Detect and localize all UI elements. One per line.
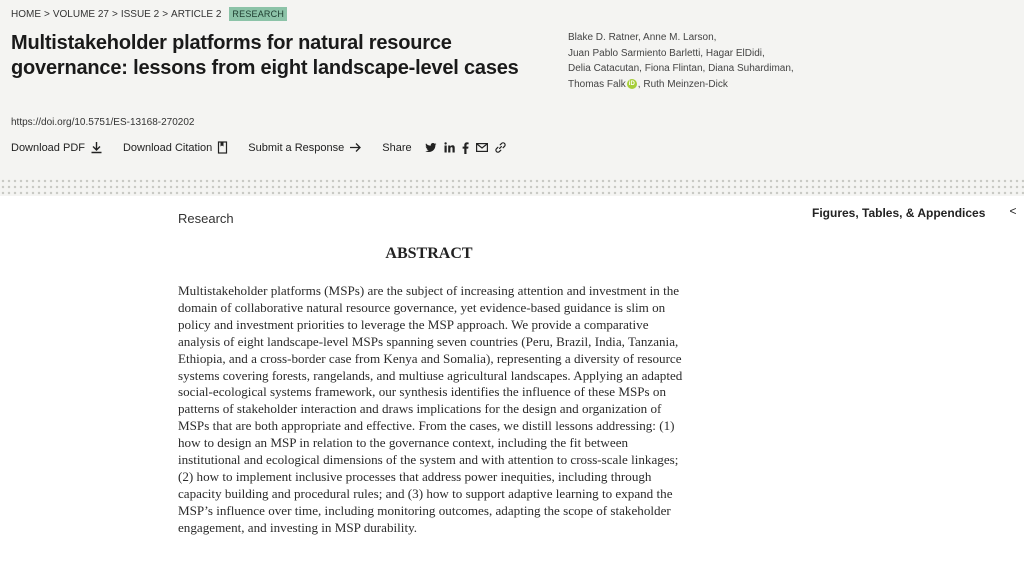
section-label: Research — [178, 211, 234, 226]
breadcrumb — [11, 7, 287, 21]
research-badge: RESEARCH — [229, 7, 287, 21]
author-name[interactable]: Thomas Falk — [568, 78, 626, 90]
author-line[interactable]: Juan Pablo Sarmiento Barletti, Hagar ElDidi, — [568, 47, 765, 59]
download-pdf-button[interactable] — [11, 141, 103, 154]
download-pdf-label: Download PDF — [11, 141, 85, 154]
download-icon — [90, 141, 103, 154]
author-line[interactable]: Delia Catacutan, Fiona Flintan, Diana Suhardiman, — [568, 63, 794, 74]
article-title: Multistakeholder platforms for natural resource governance: lessons from eight landscape-level cases — [11, 32, 519, 79]
download-citation-label: Download Citation — [122, 141, 213, 154]
breadcrumb-separator: > — [44, 8, 50, 20]
linkedin-icon[interactable] — [444, 142, 455, 153]
link-icon[interactable] — [495, 142, 506, 153]
abstract-body: Multistakeholder platforms (MSPs) are the subject of increasing attention and investment in the domain of collaborative natural resource governance, yet evidence-based guidance is slim on policy and investment priorities to leverage the MSP approach. We provide a comparative analysis of eight landscape-level MSPs spanning seven countries (Peru, Brazil, India, Tanzania, Ethiopia, and a cross-border case from Kenya and Somalia), representing a diversity of resource systems covering forests, rangelands, and multiuse agricultural landscapes. Applying an adapted social-ecological systems framework, our synthesis identifies the influence of these MSPs on patterns of stakeholder interaction and draws implications for the design and organization of MSPs that are both appropriate and effective. From the cases, we distill lessons addressing: (1) how to design an MSP in relation to the governance context, including the fit between institutional and ecological dimensions of the system and with attention to cross-scale linkages; (2) how to implement inclusive processes that address power inequities, including through capacity building and procedural rules; and (3) how to support adaptive learning to expand the MSP’s influence over time, including monitoring outcomes, adapting the scope of stakeholder engagement, and investing in MSP durability. — [178, 283, 683, 535]
breadcrumb-issue[interactable]: ISSUE 2 — [120, 8, 160, 20]
breadcrumb-home[interactable]: HOME — [11, 8, 41, 20]
author-list — [568, 30, 868, 92]
facebook-icon[interactable] — [462, 142, 469, 154]
article-actions — [11, 141, 506, 154]
abstract-heading: ABSTRACT — [385, 245, 473, 262]
orcid-icon[interactable]: iD — [628, 81, 635, 88]
breadcrumb-volume[interactable]: VOLUME 27 — [52, 8, 109, 20]
breadcrumb-separator: > — [111, 8, 118, 20]
twitter-icon[interactable] — [425, 143, 437, 153]
author-name[interactable]: , Ruth Meinzen-Dick — [637, 78, 728, 90]
submit-response-label: Submit a Response — [248, 141, 345, 154]
breadcrumb-separator: > — [162, 8, 169, 20]
author-line[interactable]: Blake D. Ratner, Anne M. Larson, — [568, 32, 717, 43]
download-citation-button[interactable] — [123, 141, 228, 154]
dotted-divider — [0, 178, 1024, 196]
doi-link[interactable]: https://doi.org/10.5751/ES-13168-270202 — [11, 117, 195, 128]
share-bar — [382, 142, 505, 154]
author-line[interactable] — [568, 77, 868, 93]
figures-tables-appendices-link[interactable]: Figures, Tables, & Appendices — [812, 206, 986, 220]
arrow-right-icon — [349, 142, 362, 153]
bookmark-icon — [217, 141, 228, 154]
submit-response-button[interactable] — [248, 142, 362, 154]
share-label: Share — [382, 141, 412, 154]
mail-icon[interactable] — [476, 143, 488, 152]
breadcrumb-article: ARTICLE 2 — [171, 8, 222, 20]
sidebar-toggle-chevron-left-icon[interactable]: < — [1009, 204, 1017, 218]
